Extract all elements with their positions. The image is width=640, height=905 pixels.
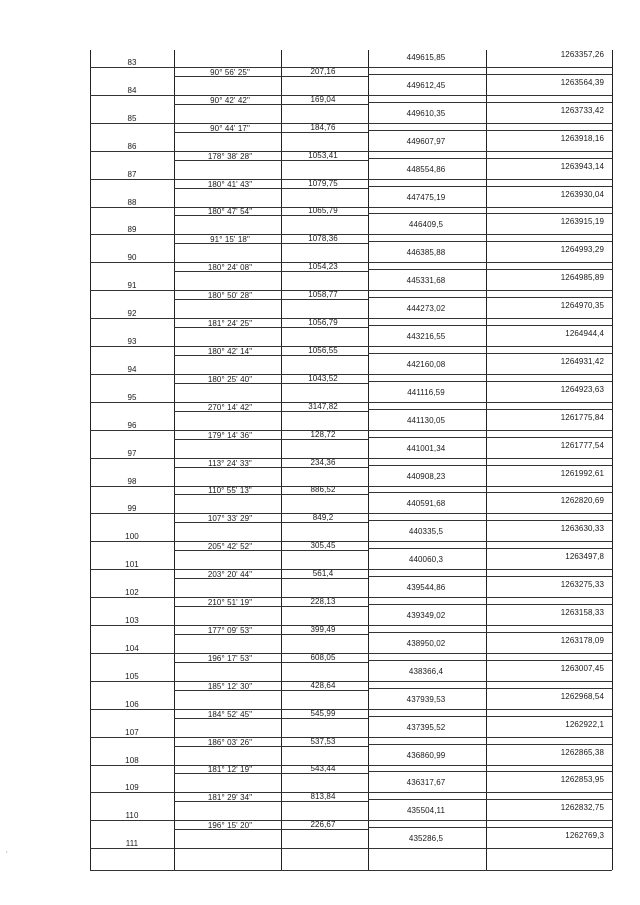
point-number: 107 — [125, 727, 139, 737]
point-number: 84 — [127, 85, 137, 95]
coord-x: 448554,86 — [406, 164, 446, 174]
point-number: 101 — [125, 560, 139, 570]
segment-angle: 180° 24' 08" — [207, 263, 253, 273]
coord-x: 436860,99 — [406, 750, 446, 760]
coord-y: 1262832,75 — [560, 803, 604, 813]
coord-x: 437939,53 — [406, 694, 446, 704]
point-number: 106 — [125, 699, 139, 709]
coord-x: 438366,4 — [408, 666, 444, 676]
segment-rule — [368, 297, 612, 298]
coord-y: 1264970,35 — [560, 301, 604, 311]
segment-distance: 226,67 — [310, 820, 336, 830]
point-number: 102 — [125, 588, 139, 598]
point-number: 87 — [127, 169, 137, 179]
segment-rule — [368, 186, 612, 187]
point-number: 96 — [127, 420, 137, 430]
coord-y: 1264944,4 — [565, 329, 604, 338]
segment-rule — [368, 520, 612, 521]
segment-angle: 181° 29' 34" — [207, 793, 253, 803]
coord-x: 440335,5 — [408, 527, 444, 537]
coord-y: 1264993,29 — [560, 245, 604, 255]
coord-x: 436317,67 — [406, 778, 446, 788]
coord-y: 1263275,33 — [560, 580, 604, 590]
segment-angle: 181° 12' 19" — [207, 765, 253, 775]
coord-y: 1263497,8 — [565, 552, 604, 562]
segment-angle: 205° 42' 52" — [207, 542, 253, 552]
coord-x: 443216,55 — [406, 332, 446, 341]
segment-angle: 180° 50' 28" — [207, 291, 253, 301]
coord-x: 440908,23 — [406, 471, 446, 481]
table-bottom-rule — [90, 870, 612, 871]
coord-x: 440591,68 — [406, 499, 446, 509]
segment-angle: 184° 52' 45" — [207, 709, 253, 719]
segment-angle: 179° 14' 36" — [207, 430, 253, 440]
segment-rule — [368, 604, 612, 605]
column-line — [174, 50, 175, 870]
coord-y: 1263918,16 — [560, 133, 604, 143]
coord-x: 435286,5 — [408, 834, 444, 844]
segment-angle: 177° 09' 53" — [207, 625, 253, 635]
segment-distance: 813,84 — [310, 792, 336, 802]
segment-distance: 545,99 — [310, 708, 336, 718]
point-number: 103 — [125, 616, 139, 625]
column-line — [486, 50, 487, 870]
coord-x: 441130,05 — [406, 415, 446, 425]
segment-angle: 186° 03' 26" — [207, 737, 253, 747]
segment-distance: 305,45 — [310, 541, 336, 551]
segment-angle: 180° 41' 43" — [207, 179, 253, 189]
segment-distance: 1054,23 — [308, 262, 338, 272]
coord-y: 1263930,04 — [560, 189, 604, 199]
column-line — [90, 50, 91, 870]
segment-rule — [368, 660, 612, 661]
coord-x: 441116,59 — [407, 387, 445, 397]
column-line — [612, 50, 613, 870]
segment-angle: 178° 38' 28" — [207, 151, 253, 161]
point-number: 92 — [127, 309, 137, 319]
segment-distance: 1078,36 — [308, 234, 338, 244]
margin-mark: ' — [6, 850, 8, 859]
segment-rule — [368, 409, 612, 410]
segment-angle: 196° 15' 20" — [207, 821, 253, 831]
coord-x: 449607,97 — [406, 136, 446, 146]
segment-distance: 1043,52 — [308, 373, 338, 383]
coord-y: 1262769,3 — [565, 831, 604, 841]
coord-y: 1262820,69 — [560, 496, 604, 506]
coord-y: 1263915,19 — [560, 217, 604, 227]
point-number: 111 — [125, 839, 139, 849]
point-number: 97 — [127, 448, 137, 458]
coord-x: 449615,85 — [406, 53, 446, 62]
coord-y: 1263178,09 — [560, 635, 604, 645]
point-number: 86 — [127, 141, 137, 151]
segment-rule — [368, 688, 612, 689]
coord-y: 1263158,33 — [560, 608, 604, 617]
segment-rule — [368, 325, 612, 326]
segment-rule — [368, 130, 612, 131]
segment-rule — [368, 102, 612, 103]
coord-x: 444273,02 — [406, 304, 446, 314]
row-rule — [90, 848, 612, 849]
segment-distance: 886,52 — [310, 485, 336, 495]
segment-distance: 1065,79 — [308, 206, 338, 216]
coord-y: 1263007,45 — [560, 663, 604, 673]
coord-y: 1262968,54 — [560, 691, 604, 701]
segment-angle: 180° 25' 40" — [207, 374, 253, 384]
point-number: 95 — [127, 392, 137, 402]
segment-angle: 107° 33' 29" — [207, 514, 253, 524]
coord-y: 1264985,89 — [560, 273, 604, 283]
segment-angle: 210° 51' 19" — [207, 598, 253, 608]
segment-distance: 184,76 — [310, 122, 336, 132]
point-number: 100 — [125, 532, 139, 542]
coord-x: 447475,19 — [406, 192, 446, 202]
segment-rule — [368, 353, 612, 354]
segment-rule — [368, 269, 612, 270]
point-number: 104 — [125, 643, 139, 653]
point-number: 85 — [127, 113, 137, 123]
segment-angle: 91° 15' 18" — [210, 235, 250, 245]
coord-x: 435504,11 — [406, 806, 446, 816]
coord-x: 441001,34 — [406, 443, 446, 453]
segment-angle: 180° 42' 14" — [207, 346, 253, 356]
coord-y: 1262853,95 — [560, 775, 604, 785]
segment-distance: 169,04 — [310, 94, 336, 104]
segment-rule — [368, 799, 612, 800]
point-number: 98 — [127, 476, 137, 486]
coord-x: 437395,52 — [406, 722, 446, 732]
coord-y: 1263357,26 — [560, 50, 604, 59]
segment-distance: 3147,82 — [308, 401, 338, 411]
segment-distance: 207,16 — [310, 66, 336, 76]
coord-y: 1261777,54 — [560, 440, 604, 450]
segment-angle: 113° 24' 33" — [208, 458, 252, 468]
segment-distance: 561,4 — [312, 569, 334, 579]
coord-x: 439349,02 — [406, 611, 446, 620]
segment-distance: 1079,75 — [308, 178, 338, 188]
coord-y: 1263943,14 — [560, 161, 604, 171]
segment-distance: 1056,55 — [308, 345, 338, 355]
segment-rule — [368, 576, 612, 577]
segment-angle: 203° 20' 44" — [207, 570, 253, 580]
point-number: 93 — [127, 337, 137, 346]
point-number: 105 — [125, 671, 139, 681]
coord-y: 1261775,84 — [560, 412, 604, 422]
segment-distance: 608,05 — [310, 652, 336, 662]
coord-y: 1263733,42 — [560, 105, 604, 115]
coord-y: 1262922,1 — [565, 719, 604, 729]
segment-rule — [368, 241, 612, 242]
point-number: 90 — [127, 253, 137, 263]
segment-angle: 110° 55' 13" — [208, 486, 252, 496]
point-number: 99 — [127, 504, 137, 514]
coord-x: 445331,68 — [406, 276, 446, 286]
segment-distance: 1058,77 — [308, 290, 338, 300]
coord-x: 446409,5 — [408, 220, 444, 230]
segment-angle: 196° 17' 53" — [207, 653, 253, 663]
coord-x: 442160,08 — [406, 359, 446, 369]
coord-x: 440060,3 — [408, 555, 444, 565]
segment-distance: 1053,41 — [308, 150, 338, 160]
segment-distance: 128,72 — [310, 429, 336, 439]
coord-y: 1262865,38 — [560, 747, 604, 757]
segment-rule — [368, 716, 612, 717]
coord-x: 446385,88 — [406, 248, 446, 258]
segment-rule — [368, 492, 612, 493]
segment-distance: 399,49 — [310, 624, 336, 634]
segment-distance: 1056,79 — [308, 318, 338, 328]
point-number: 109 — [125, 783, 139, 793]
segment-angle: 90° 42' 42" — [210, 95, 250, 105]
segment-rule — [368, 437, 612, 438]
segment-distance: 537,53 — [310, 736, 336, 746]
segment-rule — [368, 632, 612, 633]
segment-distance: 228,13 — [310, 597, 336, 607]
point-number: 91 — [127, 281, 137, 291]
coord-x: 439544,86 — [406, 583, 446, 593]
segment-angle: 270° 14' 42" — [207, 402, 253, 412]
segment-angle: 90° 44' 17" — [210, 123, 250, 133]
coord-y: 1261992,61 — [560, 468, 604, 478]
coord-y: 1264931,42 — [560, 356, 604, 366]
segment-rule — [368, 158, 612, 159]
segment-rule — [368, 744, 612, 745]
segment-angle: 185° 12' 30" — [207, 681, 253, 691]
coord-x: 449610,35 — [406, 108, 446, 118]
segment-angle: 181° 24' 25" — [207, 319, 253, 329]
point-number: 94 — [127, 364, 137, 374]
segment-angle: 90° 56' 25" — [210, 67, 250, 77]
segment-distance: 234,36 — [310, 457, 336, 467]
coord-y: 1263630,33 — [560, 524, 604, 534]
point-number: 110 — [125, 811, 139, 821]
segment-rule — [368, 827, 612, 828]
coord-y: 1263564,39 — [560, 77, 604, 87]
segment-angle: 180° 47' 54" — [207, 207, 253, 217]
segment-rule — [368, 381, 612, 382]
segment-rule — [368, 213, 612, 214]
segment-rule — [368, 465, 612, 466]
coord-y: 1264923,63 — [560, 384, 604, 394]
point-number: 89 — [127, 225, 137, 235]
segment-rule — [368, 548, 612, 549]
segment-distance: 543,44 — [310, 764, 336, 774]
point-number: 83 — [127, 58, 137, 67]
segment-rule — [368, 771, 612, 772]
segment-distance: 428,64 — [310, 680, 336, 690]
point-number: 108 — [125, 755, 139, 765]
segment-distance: 849,2 — [312, 513, 334, 523]
column-line — [368, 50, 369, 870]
coord-x: 449612,45 — [406, 80, 446, 90]
point-number: 88 — [127, 197, 137, 207]
segment-rule — [368, 74, 612, 75]
coord-x: 438950,02 — [406, 638, 446, 648]
